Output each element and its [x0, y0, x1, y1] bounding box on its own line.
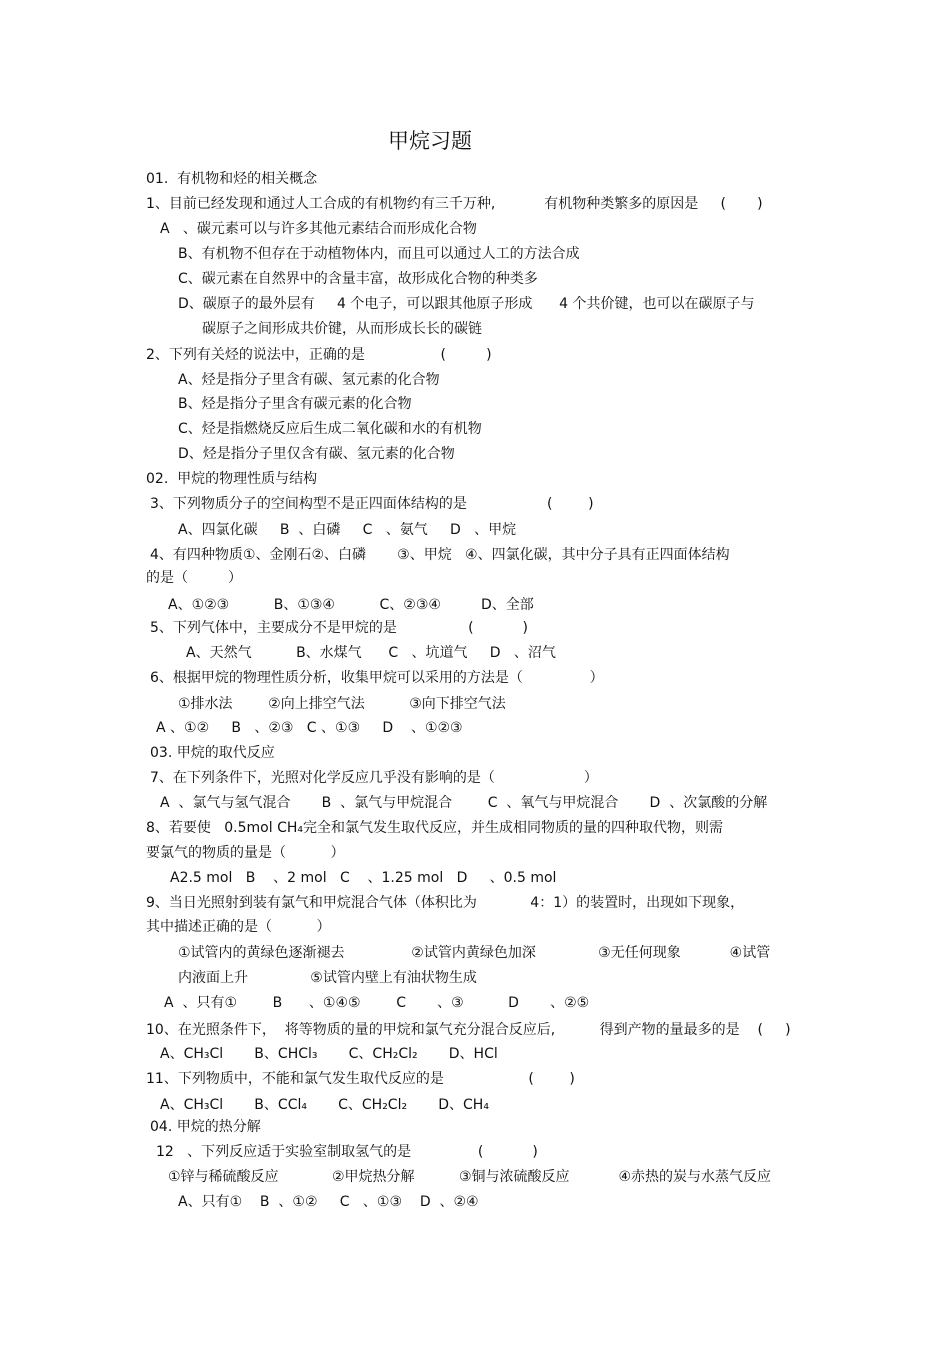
options-6: A 、①② B 、②③ C 、①③ D 、①②③ [156, 720, 463, 736]
options-9: A 、只有① B 、①④⑤ C 、③ D 、②⑤ [164, 995, 590, 1011]
section-heading: 03. 甲烷的取代反应 [150, 745, 275, 761]
options-7: A 、氯气与氢气混合 B 、氯气与甲烷混合 C 、氧气与甲烷混合 D 、次氯酸的分解 [160, 795, 768, 811]
option-1d-continued: 碳原子之间形成共价键，从而形成长长的碳链 [202, 321, 482, 337]
section-heading: 01. 有机物和烃的相关概念 [146, 171, 318, 187]
options-3: A、四氯化碳 B 、白磷 C 、氨气 D 、甲烷 [178, 522, 517, 538]
question-4-continued: 的是（ ） [146, 570, 243, 586]
section-heading: 02. 甲烷的物理性质与结构 [146, 471, 318, 487]
question-9-continued: 其中描述正确的是（ ） [146, 919, 331, 935]
option-1b: B、有机物不但存在于动植物体内，而且可以通过人工的方法合成 [178, 246, 580, 262]
options-12: A、只有① B 、①② C 、①③ D 、②④ [178, 1194, 479, 1210]
options-8: A2.5 mol B 、2 mol C 、1.25 mol D 、0.5 mol [170, 870, 557, 886]
option-1d: D、碳原子的最外层有 4 个电子，可以跟其他原子形成 4 个共价键，也可以在碳原子与 [178, 296, 755, 312]
question-11: 11、下列物质中，不能和氯气发生取代反应的是 ( ) [146, 1071, 575, 1087]
question-1: 1、目前已经发现和通过人工合成的有机物约有三千万种, 有机物种类繁多的原因是 ( ) [146, 196, 763, 212]
options-10: A、CH₃Cl B、CHCl₃ C、CH₂Cl₂ D、HCl [160, 1046, 498, 1062]
option-2d: D、烃是指分子里仅含有碳、氢元素的化合物 [178, 446, 455, 462]
reactions-12: ①锌与稀硫酸反应 ②甲烷热分解 ③铜与浓硫酸反应 ④赤热的炭与水蒸气反应 [168, 1169, 772, 1185]
question-8-continued: 要氯气的物质的量是（ ） [146, 845, 345, 861]
phenomena-9-continued: 内液面上升 ⑤试管内壁上有油状物生成 [178, 970, 477, 986]
question-10: 10、在光照条件下， 将等物质的量的甲烷和氯气充分混合反应后, 得到产物的量最多的是 ( ) [146, 1022, 791, 1038]
question-5: 5、下列气体中，主要成分不是甲烷的是 ( ) [150, 620, 528, 636]
options-11: A、CH₃Cl B、CCl₄ C、CH₂Cl₂ D、CH₄ [160, 1097, 489, 1113]
options-5: A、天然气 B、水煤气 C 、坑道气 D 、沼气 [186, 645, 556, 661]
option-2c: C、烃是指燃烧反应后生成二氧化碳和水的有机物 [178, 421, 482, 437]
question-4: 4、有四种物质①、金刚石②、白磷 ③、甲烷 ④、四氯化碳，其中分子具有正四面体结构 [150, 547, 730, 563]
methods-6: ①排水法 ②向上排空气法 ③向下排空气法 [178, 696, 506, 712]
option-2b: B、烃是指分子里含有碳元素的化合物 [178, 396, 412, 412]
option-1a: A 、碳元素可以与许多其他元素结合而形成化合物 [160, 221, 477, 237]
question-9: 9、当日光照射到装有氯气和甲烷混合气体（体积比为 4：1）的装置时，出现如下现象， [146, 895, 745, 911]
options-4: A、①②③ B、①③④ C、②③④ D、全部 [168, 597, 534, 613]
option-2a: A、烃是指分子里含有碳、氢元素的化合物 [178, 372, 440, 388]
question-2: 2、下列有关烃的说法中，正确的是 ( ) [146, 347, 492, 363]
option-1c: C、碳元素在自然界中的含量丰富，故形成化合物的种类多 [178, 271, 538, 287]
question-12: 12 、下列反应适于实验室制取氢气的是 ( ) [156, 1144, 538, 1160]
question-6: 6、根据甲烷的物理性质分析，收集甲烷可以采用的方法是（ ） [150, 670, 604, 686]
question-3: 3、下列物质分子的空间构型不是正四面体结构的是 ( ) [150, 496, 594, 512]
page-title: 甲烷习题 [388, 129, 472, 153]
question-7: 7、在下列条件下，光照对化学反应几乎没有影响的是（ ） [150, 770, 598, 786]
phenomena-9: ①试管内的黄绿色逐渐褪去 ②试管内黄绿色加深 ③无任何现象 ④试管 [178, 945, 771, 961]
section-heading: 04. 甲烷的热分解 [150, 1119, 261, 1135]
question-8: 8、若要使 0.5mol CH₄完全和氯气发生取代反应，并生成相同物质的量的四种取代物，则需 [146, 820, 723, 836]
